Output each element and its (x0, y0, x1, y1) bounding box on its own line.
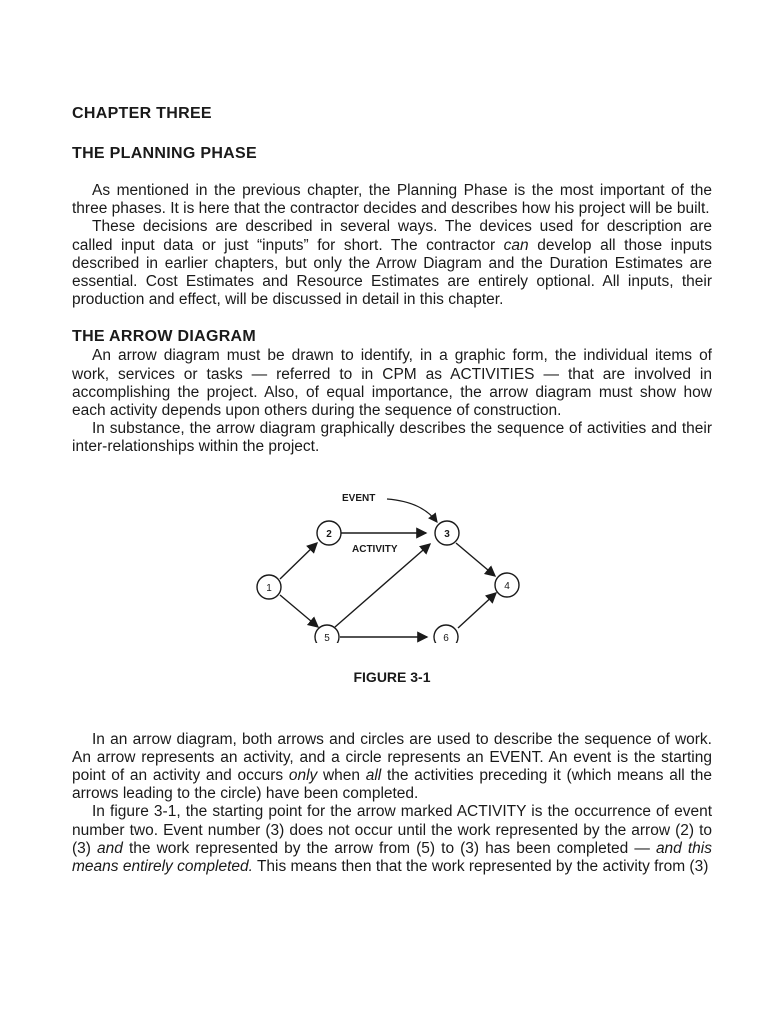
event-node-4 (495, 573, 519, 597)
arrow-paragraph-2: In substance, the arrow diagram graphically describes the sequence of activities and their inter-relationships within the project. (72, 420, 712, 456)
figure-caption: FIGURE 3-1 (353, 668, 431, 685)
page-content (72, 104, 712, 876)
node-3-label: 3 (444, 528, 450, 540)
node-6-label: 6 (443, 632, 449, 643)
event-node-5 (315, 625, 339, 643)
event-label: EVENT (342, 492, 376, 504)
intro-p2-text-b: develop all those inputs described in earlier chapters, but only the Arrow Diagram and the Duration Estimates are essential. Cost Estimates and Resource Estimates are entirely optional. All inputs, their production and effect, will be discussed in detail in this chapter. (72, 236, 712, 309)
exp-p2-emphasis-and: and (97, 839, 123, 857)
exp-p1-text-b: when (317, 767, 366, 785)
exp-p1-text-c: the activities preceding it (which means all the arrows leading to the circle) have been completed. (72, 767, 712, 803)
exp-p1-emphasis-all: all (365, 767, 382, 785)
arrow-paragraph-1: An arrow diagram must be drawn to identify, in a graphic form, the individual items of work, services or tasks — referred to in CPM as ACTIVITIES — that are involved in accomplishing the project. Also, of equal importance, the arrow diagram must show how each activity depends upon others during the sequence of construction. (72, 347, 712, 420)
intro-p2-emphasis: can (503, 236, 529, 254)
event-pointer-arrow (387, 499, 437, 522)
explanation-section (72, 731, 712, 877)
exp-p2-text-a: In figure 3-1, the starting point for the arrow marked ACTIVITY is the occurrence of event number two. Event number (3) does not occur until the work represented by the arrow (2) to (3) (72, 803, 712, 857)
event-node-1 (257, 575, 281, 599)
exp-p2-emphasis-completed: and this means entirely completed. (72, 839, 712, 876)
explanation-paragraph-2 (72, 803, 712, 876)
exp-p1-emphasis-only: only (288, 767, 318, 785)
intro-paragraph-2 (72, 218, 712, 309)
event-node-3 (435, 521, 459, 545)
arrow-1-2 (280, 543, 317, 579)
intro-paragraph-1: As mentioned in the previous chapter, the Planning Phase is the most important of the three phases. It is here that the contractor decides and describes how his project will be built. (72, 182, 712, 218)
section-heading-arrow-diagram: THE ARROW DIAGRAM (72, 328, 257, 346)
chapter-label: CHAPTER THREE (72, 105, 212, 122)
exp-p1-text-a: In an arrow diagram, both arrows and circles are used to describe the sequence of work. An arrow represents an activity, and a circle represents an EVENT. An event is the starting point of an activity and occurs (72, 730, 712, 785)
arrow-3-4 (456, 543, 495, 576)
event-node-2 (317, 521, 341, 545)
arrow-5-3 (335, 544, 430, 627)
arrow-1-5 (280, 595, 318, 627)
figure-3-1 (72, 473, 712, 701)
exp-p2-text-b: the work represented by the arrow from (5) to (3) has been completed — (122, 839, 656, 857)
intro-section (72, 182, 712, 309)
node-2-label: 2 (326, 528, 332, 540)
intro-p2-text-a: These decisions are described in several ways. The devices used for description are called input data or just “inputs” for short. The contractor (72, 218, 712, 254)
node-4-label: 4 (504, 580, 510, 592)
chapter-title: THE PLANNING PHASE (72, 145, 257, 162)
node-1-label: 1 (266, 582, 272, 594)
explanation-paragraph-1 (72, 731, 712, 804)
activity-label: ACTIVITY (352, 543, 398, 555)
exp-p2-text-c: This means then that the work represented by the activity from (3) (252, 858, 709, 876)
arrow-diagram (247, 473, 527, 643)
arrow-6-4 (458, 593, 496, 628)
node-5-label: 5 (324, 632, 330, 643)
event-node-6 (434, 625, 458, 643)
